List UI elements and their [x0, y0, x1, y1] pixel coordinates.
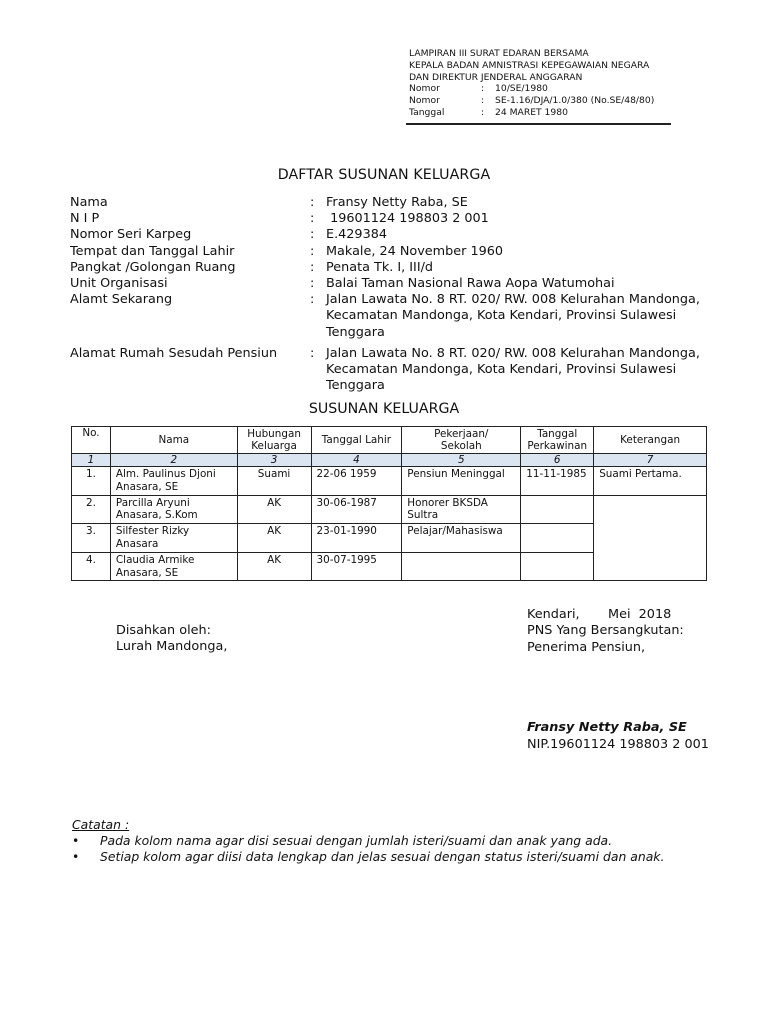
info-label: Nama	[70, 195, 108, 210]
col-header-nama: Nama	[110, 427, 237, 454]
col-header-pekerjaan	[402, 427, 521, 454]
info-value	[326, 346, 730, 395]
cell-nama	[110, 495, 237, 524]
cell-line: Anasara, SE	[115, 480, 179, 493]
header-row-key: Tanggal	[409, 106, 445, 118]
cell-line: Pensiun Meninggal	[407, 468, 505, 480]
cell-line: Anasara, SE	[115, 566, 179, 579]
cell-line: Anasara, S.Kom	[115, 509, 198, 522]
header-row-value: 24 MARET 1980	[495, 106, 568, 118]
col-header-line: Tanggal	[537, 428, 578, 440]
table-header-row	[72, 427, 707, 454]
info-sep: :	[310, 259, 315, 275]
info-sep: :	[310, 276, 315, 292]
info-value: Fransy Netty Raba, SE	[326, 195, 468, 210]
header-row-value: 10/SE/1980	[495, 83, 548, 95]
cell-kawin: 11-11-1985	[521, 467, 594, 496]
info-sep: :	[310, 345, 315, 361]
col-header-line: Pekerjaan/	[434, 428, 489, 440]
header-row-key: Nomor	[409, 95, 440, 107]
cell-kawin	[521, 495, 594, 524]
info-row-alamat	[70, 292, 730, 341]
approver-block	[116, 623, 227, 656]
header-line: DAN DIREKTUR JENDERAL ANGGARAN	[409, 71, 583, 83]
notes-section	[72, 817, 664, 866]
cell-lahir: 23-01-1990	[311, 524, 402, 553]
cell-line: Sultra	[407, 509, 439, 522]
info-sep: :	[310, 243, 315, 259]
address-line: Tenggara	[326, 324, 385, 340]
place-date: Kendari, Mei 2018	[527, 607, 672, 622]
notes-title: Catatan :	[72, 817, 130, 832]
table-row	[72, 495, 707, 524]
info-label: Tempat dan Tanggal Lahir	[70, 243, 235, 259]
signer-block	[527, 607, 684, 656]
col-header-hubungan	[237, 427, 311, 454]
bullet-icon: •	[72, 833, 80, 849]
note-text: Setiap kolom agar diisi data lengkap dan jelas sesuai dengan status isteri/suami dan anak.	[100, 849, 665, 865]
info-value: Balai Taman Nasional Rawa Aopa Watumohai	[326, 276, 615, 292]
cell-nama	[110, 552, 237, 581]
note-text: Pada kolom nama agar disi sesuai dengan jumlah isteri/suami dan anak yang ada.	[100, 833, 613, 849]
info-label: Nomor Seri Karpeg	[70, 227, 192, 243]
col-header-no: No.	[72, 427, 111, 454]
column-number: 7	[594, 454, 707, 467]
cell-line: Pelajar/Mahasiswa	[407, 525, 503, 538]
cell-hubungan: AK	[237, 524, 311, 553]
cell-ket	[594, 495, 707, 581]
cell-nama	[110, 524, 237, 553]
header-row-sep: :	[481, 106, 485, 118]
cell-ket: Suami Pertama.	[594, 467, 707, 496]
signer-line: Penerima Pensiun,	[527, 639, 646, 655]
family-table	[71, 426, 707, 581]
cell-kawin	[521, 524, 594, 553]
column-number: 3	[237, 454, 311, 467]
header-line: LAMPIRAN III SURAT EDARAN BERSAMA	[409, 48, 589, 59]
cell-line: Alm. Paulinus Djoni	[115, 468, 216, 480]
info-value: Makale, 24 November 1960	[326, 243, 504, 259]
cell-lahir: 30-06-1987	[311, 495, 402, 524]
section-title: SUSUNAN KELUARGA	[308, 401, 460, 417]
cell-lahir: 30-07-1995	[311, 552, 402, 581]
cell-nama	[110, 467, 237, 496]
column-number: 5	[402, 454, 521, 467]
address-line: Kecamatan Mandonga, Kota Kendari, Provinsi Sulawesi	[326, 362, 677, 378]
info-row-ttl	[70, 244, 730, 260]
info-sep: :	[310, 227, 315, 243]
col-header-lahir: Tanggal Lahir	[311, 427, 402, 454]
header-row	[409, 107, 671, 119]
info-sep: :	[310, 292, 315, 308]
header-row	[409, 83, 671, 95]
header-row-sep: :	[481, 95, 485, 107]
info-label: Alamat Rumah Sesudah Pensiun	[70, 345, 278, 361]
info-row-unit	[70, 276, 730, 292]
cell-line: Honorer BKSDA	[407, 496, 488, 509]
cell-hubungan: AK	[237, 552, 311, 581]
info-value: Penata Tk. I, III/d	[326, 259, 434, 275]
info-label: Pangkat /Golongan Ruang	[70, 259, 236, 275]
info-value: 19601124 198803 2 001	[326, 211, 489, 227]
signer-name: Fransy Netty Raba, SE	[527, 720, 687, 735]
cell-lahir: 22-06 1959	[311, 467, 402, 496]
cell-no: 3.	[72, 524, 111, 553]
col-header-line: Sekolah	[440, 440, 482, 452]
info-row-nama	[70, 195, 730, 211]
note-item	[72, 833, 664, 849]
header-line: KEPALA BADAN AMNISTRASI KEPEGAWAIAN NEGARA	[409, 59, 650, 71]
info-label: Unit Organisasi	[70, 276, 168, 292]
page-title: DAFTAR SUSUNAN KELUARGA	[277, 167, 491, 183]
approver-line: Disahkan oleh:	[116, 623, 211, 638]
info-row-alamat-pensiun	[70, 346, 730, 395]
header-row-key: Nomor	[409, 83, 440, 95]
header-divider	[406, 123, 671, 125]
info-row-pangkat	[70, 260, 730, 276]
cell-hubungan: Suami	[237, 467, 311, 496]
cell-no: 1.	[72, 467, 111, 496]
table-row	[72, 467, 707, 496]
reference-header	[409, 48, 671, 119]
column-number: 6	[521, 454, 594, 467]
signer-nip: NIP.19601124 198803 2 001	[527, 737, 709, 752]
info-row-nip	[70, 211, 730, 227]
address-line: Kecamatan Mandonga, Kota Kendari, Provinsi Sulawesi	[326, 308, 677, 324]
cell-no: 4.	[72, 552, 111, 581]
column-number: 2	[110, 454, 237, 467]
col-header-line: Keluarga	[251, 440, 297, 452]
info-label: Alamt Sekarang	[70, 292, 173, 308]
col-header-ket: Keterangan	[594, 427, 707, 454]
info-label: N I P	[70, 211, 100, 227]
info-value	[326, 292, 730, 341]
cell-kawin	[521, 552, 594, 581]
address-line: Tenggara	[326, 378, 385, 394]
cell-pekerjaan	[402, 524, 521, 553]
col-header-line: Perkawinan	[527, 440, 588, 452]
column-number-row	[72, 454, 707, 467]
info-sep: :	[310, 195, 315, 210]
note-item	[72, 849, 664, 865]
column-number: 1	[72, 454, 111, 467]
header-row-sep: :	[481, 83, 485, 95]
address-line: Jalan Lawata No. 8 RT. 020/ RW. 008 Kelurahan Mandonga,	[326, 292, 700, 308]
cell-no: 2.	[72, 495, 111, 524]
header-row	[409, 95, 671, 107]
header-row-value: SE-1.16/DJA/1.0/380 (No.SE/48/80)	[495, 95, 655, 107]
address-line: Jalan Lawata No. 8 RT. 020/ RW. 008 Kelurahan Mandonga,	[326, 345, 700, 361]
approver-line: Lurah Mandonga,	[116, 639, 228, 655]
info-sep: :	[310, 211, 315, 227]
cell-line: Silfester Rizky	[115, 525, 190, 538]
info-value: E.429384	[326, 227, 388, 243]
bullet-icon: •	[72, 849, 80, 865]
cell-line: Parcilla Aryuni	[115, 496, 190, 509]
col-header-line: Hubungan	[247, 428, 301, 440]
personal-info	[70, 195, 730, 394]
cell-pekerjaan	[402, 495, 521, 524]
col-header-kawin	[521, 427, 594, 454]
signer-line: PNS Yang Bersangkutan:	[527, 623, 684, 639]
cell-hubungan: AK	[237, 495, 311, 524]
column-number: 4	[311, 454, 402, 467]
cell-pekerjaan	[402, 467, 521, 496]
cell-pekerjaan	[402, 552, 521, 581]
cell-line: Anasara	[115, 537, 159, 550]
info-row-karpeg	[70, 227, 730, 243]
cell-line: Claudia Armike	[115, 553, 195, 566]
